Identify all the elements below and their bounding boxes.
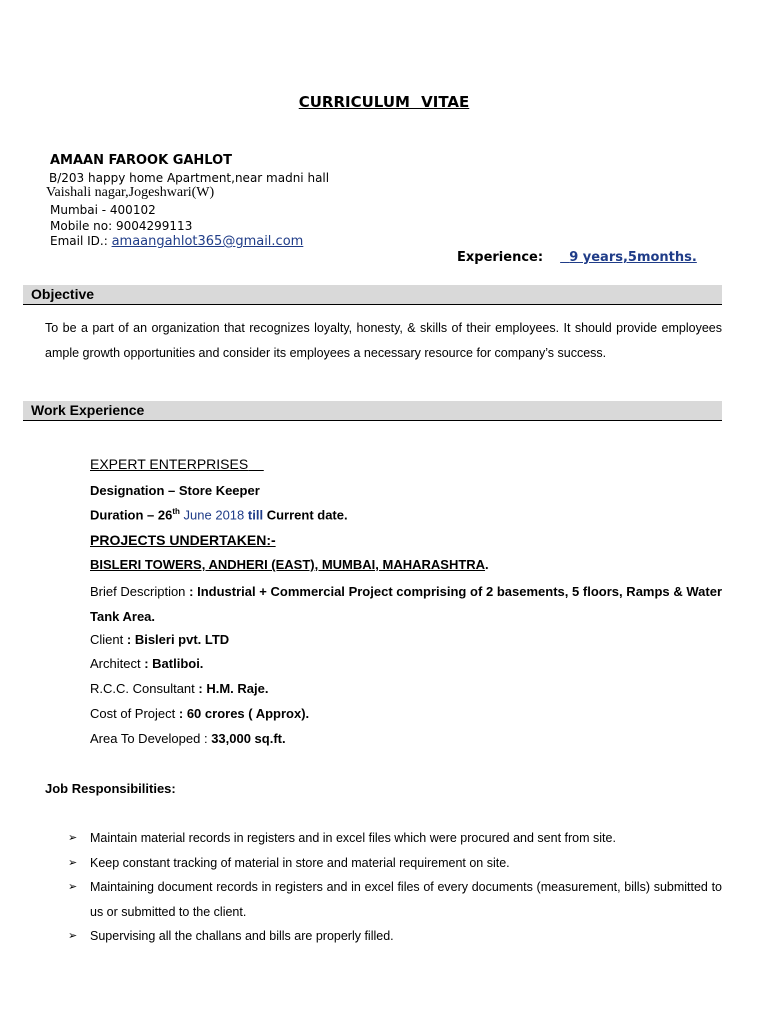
list-item: ➢ Maintaining document records in registers and in excel files of every documents (measurement, bills) submitted to us or submitted to the client. xyxy=(68,875,722,924)
document-title: CURRICULUM VITAE xyxy=(298,93,470,111)
detail-client: Client : Bisleri pvt. LTD xyxy=(90,632,230,647)
work-experience-heading: Work Experience xyxy=(31,402,145,418)
designation: Designation – Store Keeper xyxy=(90,483,260,498)
duration xyxy=(90,507,348,522)
brief-value: : Industrial + Commercial Project comprising of 2 basements, 5 floors, Ramps & Water Tank Area. xyxy=(90,584,722,624)
email-label: Email ID.: xyxy=(50,234,108,248)
brief-description xyxy=(90,580,722,629)
list-item: ➢ Supervising all the challans and bills are properly filled. xyxy=(68,924,722,949)
detail-architect: Architect : Batliboi. xyxy=(90,656,204,671)
project-name-line: BISLERI TOWERS, ANDHERI (EAST), MUMBAI, MAHARASHTRA. xyxy=(90,557,489,572)
list-item: ➢ Keep constant tracking of material in store and material requirement on site. xyxy=(68,851,722,876)
objective-heading: Objective xyxy=(31,286,95,302)
arrow-bullet-icon: ➢ xyxy=(68,881,78,893)
detail-cost: Cost of Project : 60 crores ( Approx). xyxy=(90,706,310,721)
brief-label: Brief Description xyxy=(90,584,186,599)
job-responsibilities-heading: Job Responsibilities: xyxy=(45,781,176,796)
project-name: BISLERI TOWERS, ANDHERI (EAST), MUMBAI, MAHARASHTRA xyxy=(90,557,486,572)
objective-section-bar xyxy=(23,285,722,305)
experience-line xyxy=(457,250,697,265)
city-line: Mumbai - 400102 xyxy=(50,203,156,217)
address-line-1: B/203 happy home Apartment,near madni hall xyxy=(49,171,330,185)
duration-suffix: th xyxy=(172,507,180,516)
experience-value: 9 years,5months. xyxy=(569,250,697,265)
responsibilities-list xyxy=(68,826,722,949)
duration-end: Current date. xyxy=(266,507,348,523)
work-experience-section-bar xyxy=(23,401,722,421)
arrow-bullet-icon: ➢ xyxy=(68,832,78,844)
duration-prefix: Duration – 26 xyxy=(90,507,173,523)
projects-heading: PROJECTS UNDERTAKEN:- xyxy=(90,532,276,548)
experience-label: Experience: xyxy=(457,250,544,265)
detail-rcc-consultant: R.C.C. Consultant : H.M. Raje. xyxy=(90,681,269,696)
arrow-bullet-icon: ➢ xyxy=(68,930,78,942)
duration-till: till xyxy=(247,507,264,523)
candidate-name: AMAAN FAROOK GAHLOT xyxy=(50,153,233,168)
mobile-line: Mobile no: 9004299113 xyxy=(50,219,193,233)
objective-text: To be a part of an organization that recognizes loyalty, honesty, & skills of their employees. It should provide employees ample growth opportunities and consider its employees a necessary resource for company’s success. xyxy=(45,321,722,360)
arrow-bullet-icon: ➢ xyxy=(68,856,78,869)
company-name: EXPERT ENTERPRISES xyxy=(90,456,249,472)
email-line xyxy=(50,233,303,250)
duration-date: June 2018 xyxy=(183,507,245,523)
list-item: ➢ Maintain material records in registers and in excel files which were procured and sent from site. xyxy=(68,826,722,851)
email-link[interactable]: amaangahlot365@gmail.com xyxy=(111,234,304,249)
detail-area: Area To Developed : 33,000 sq.ft. xyxy=(90,731,286,746)
address-line-2: Vaishali nagar,Jogeshwari(W) xyxy=(46,185,215,200)
